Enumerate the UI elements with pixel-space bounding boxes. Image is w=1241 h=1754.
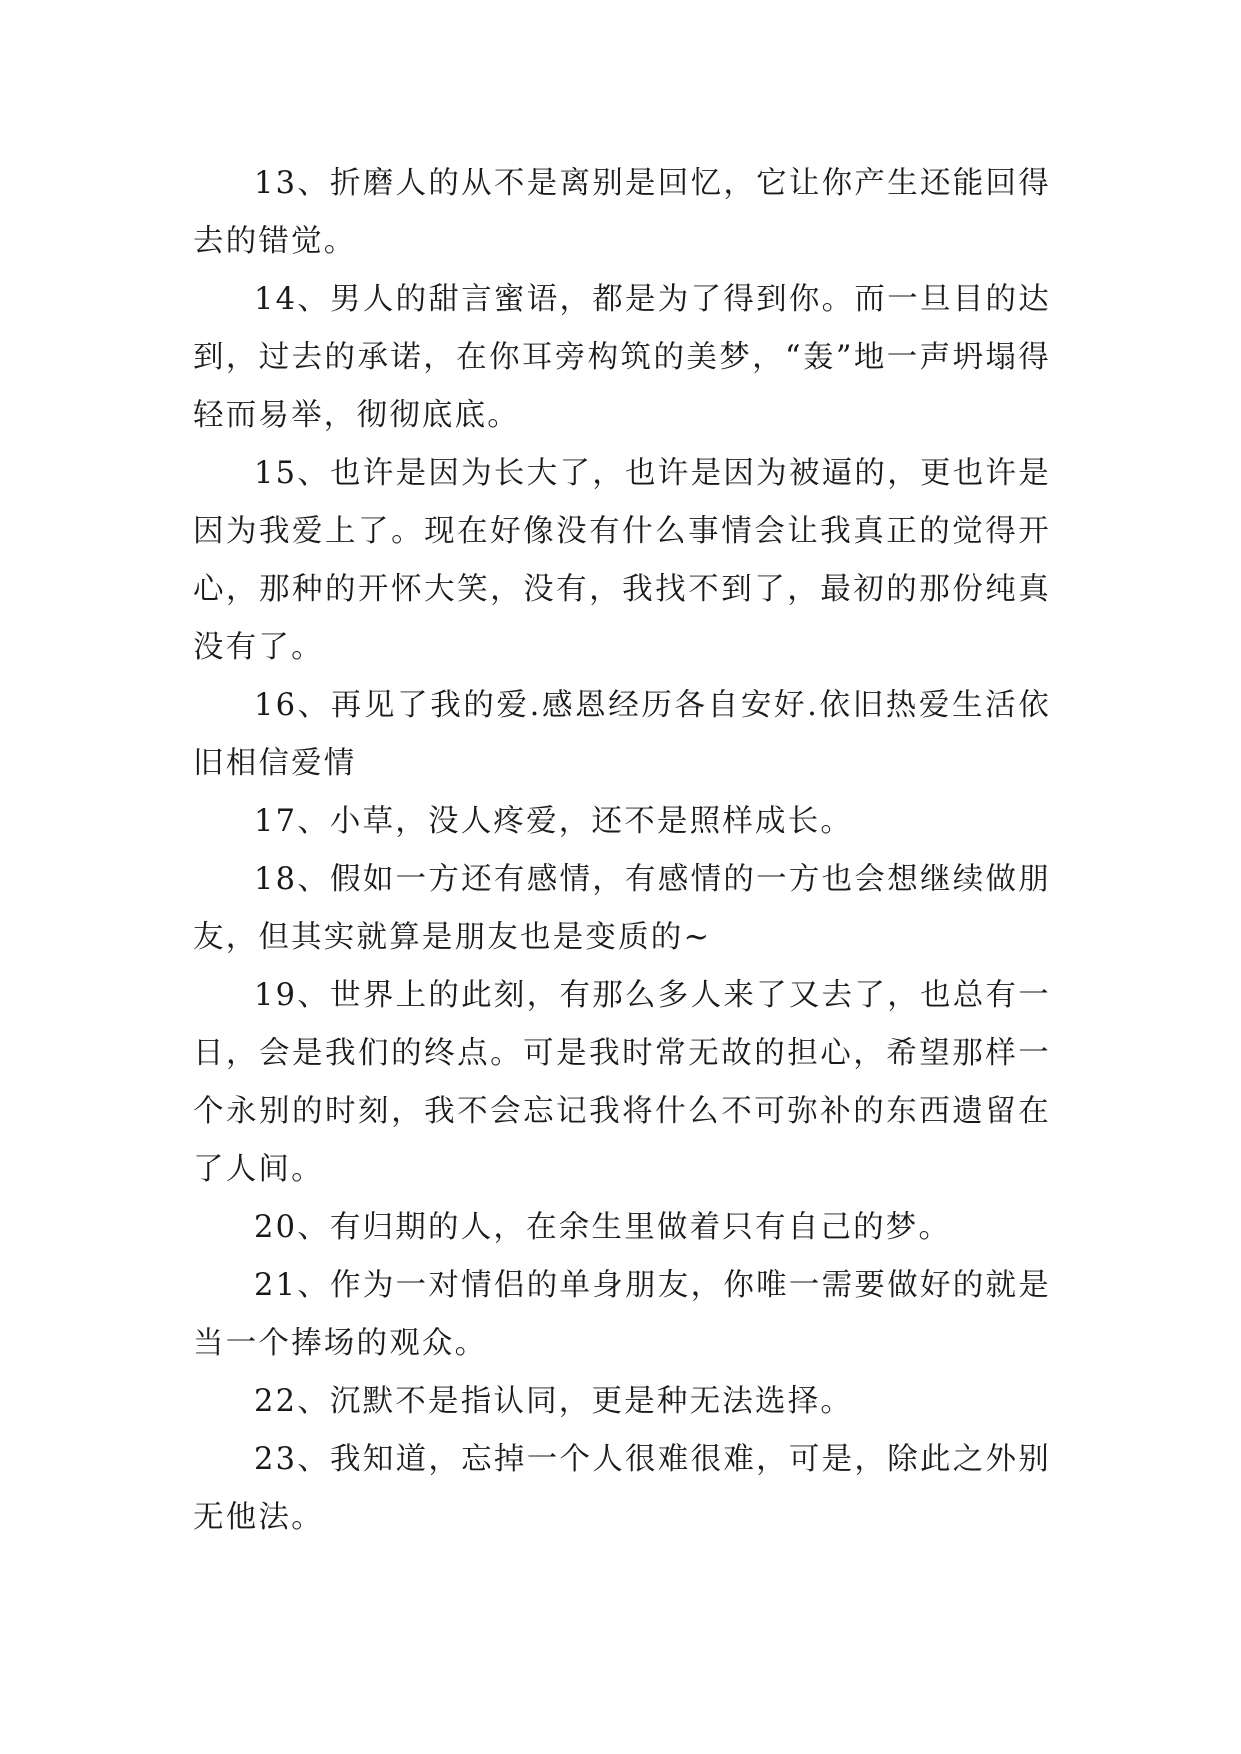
paragraph-17: 17、小草，没人疼爱，还不是照样成长。 <box>254 804 854 839</box>
paragraph-22: 22、沉默不是指认同，更是种无法选择。 <box>254 1384 854 1419</box>
paragraph-14: 14、男人的甜言蜜语，都是为了得到你。而一旦目的达到，过去的承诺，在你耳旁构筑的美梦，“轰”地一声坍塌得轻而易举，彻彻底底。 <box>193 282 1051 433</box>
paragraph-16: 16、再见了我的爱.感恩经历各自安好.依旧热爱生活依旧相信爱情 <box>193 688 1051 781</box>
paragraph-23: 23、我知道，忘掉一个人很难很难，可是，除此之外别无他法。 <box>193 1442 1051 1535</box>
paragraph-13: 13、折磨人的从不是离别是回忆，它让你产生还能回得去的错觉。 <box>193 166 1051 259</box>
paragraph-15: 15、也许是因为长大了，也许是因为被逼的，更也许是因为我爱上了。现在好像没有什么事情会让我真正的觉得开心，那种的开怀大笑，没有，我找不到了，最初的那份纯真没有了。 <box>193 456 1051 665</box>
paragraph-19: 19、世界上的此刻，有那么多人来了又去了，也总有一日，会是我们的终点。可是我时常无故的担心，希望那样一个永别的时刻，我不会忘记我将什么不可弥补的东西遗留在了人间。 <box>193 978 1051 1187</box>
document-body <box>193 155 1051 1547</box>
paragraph-20: 20、有归期的人，在余生里做着只有自己的梦。 <box>254 1210 952 1245</box>
paragraph-18: 18、假如一方还有感情，有感情的一方也会想继续做朋友，但其实就算是朋友也是变质的~ <box>193 862 1051 955</box>
paragraph-21: 21、作为一对情侣的单身朋友，你唯一需要做好的就是当一个捧场的观众。 <box>193 1268 1051 1361</box>
